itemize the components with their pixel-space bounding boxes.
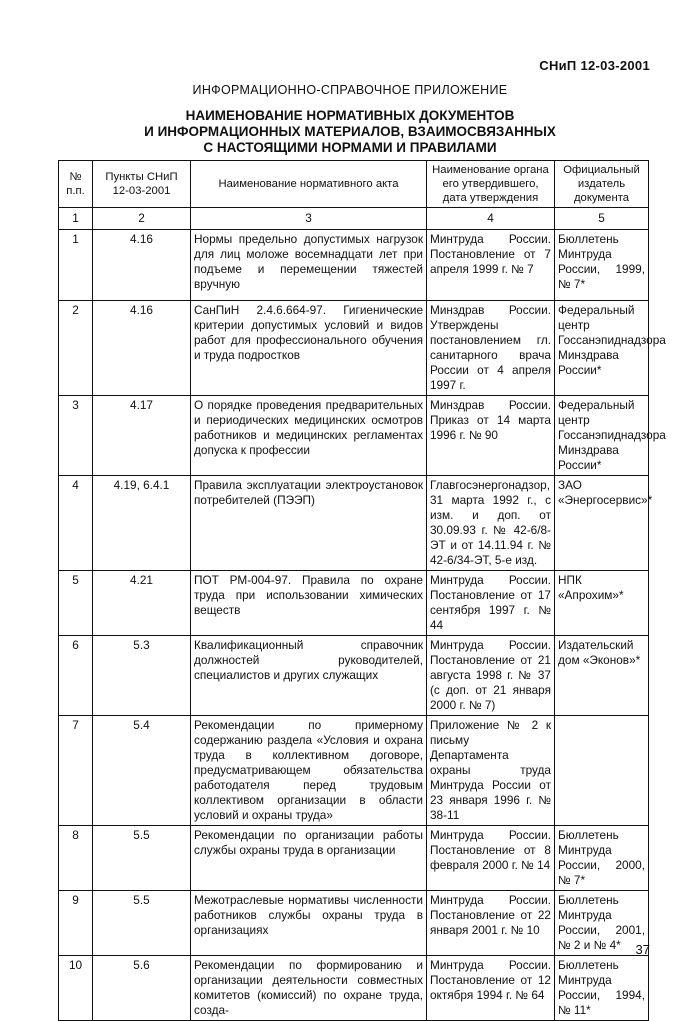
act-name: Квалификационный справочник должностей руководителей, специалистов и других служащих [191, 636, 427, 716]
row-number: 2 [59, 301, 93, 396]
column-header-authority: Наименование органа его утвердившего, дата утверждения [427, 161, 555, 208]
table-row [59, 230, 649, 301]
official-publisher: Бюллетень Минтруда России, 1999, № 7* [555, 230, 649, 301]
approving-authority: Минтруда России. Постановление от 8 февраля 2000 г. № 14 [427, 826, 555, 891]
column-header-act-name: Наименование нормативного акта [191, 161, 427, 208]
column-header-publisher: Официальный издатель документа [555, 161, 649, 208]
act-name: СанПиН 2.4.6.664-97. Гигиенические критерии допустимых условий и видов работ для профессионального обучения и труда подростков [191, 301, 427, 396]
document-code: СНиП 12-03-2001 [539, 58, 650, 73]
row-number: 6 [59, 636, 93, 716]
official-publisher: Бюллетень Минтруда России, 1994, № 11* [555, 956, 649, 1021]
approving-authority: Приложение № 2 к письму Департамента охраны труда Минтруда России от 23 января 1996 г. № 38-11 [427, 716, 555, 826]
title-line: С НАСТОЯЩИМИ НОРМАМИ И ПРАВИЛАМИ [203, 140, 497, 155]
snip-clauses: 5.3 [93, 636, 191, 716]
approving-authority: Минздрав России. Приказ от 14 марта 1996 г. № 90 [427, 396, 555, 476]
document-title [0, 108, 700, 156]
table-row [59, 301, 649, 396]
approving-authority: Минтруда России. Постановление от 21 августа 1998 г. № 37 (с доп. от 21 января 2000 г. № 7) [427, 636, 555, 716]
column-header-number: № п.п. [59, 161, 93, 208]
official-publisher: Издательский дом «Эконов»* [555, 636, 649, 716]
column-numbers-row [59, 208, 649, 230]
column-header-clauses: Пункты СНиП 12-03-2001 [93, 161, 191, 208]
title-line: НАИМЕНОВАНИЕ НОРМАТИВНЫХ ДОКУМЕНТОВ [185, 108, 515, 123]
official-publisher: ЗАО «Энергосервис»* [555, 476, 649, 571]
row-number: 7 [59, 716, 93, 826]
column-number: 3 [191, 208, 427, 230]
act-name: О порядке проведения предварительных и периодических медицинских осмотров работников и медицинских регламентах допуска к профессии [191, 396, 427, 476]
official-publisher: Федеральный центр Госсанэпиднадзора Минздрава России* [555, 396, 649, 476]
act-name: Нормы предельно допустимых нагрузок для лиц моложе восемнадцати лет при подъеме и перемещении тяжестей вручную [191, 230, 427, 301]
column-number: 1 [59, 208, 93, 230]
snip-clauses: 5.4 [93, 716, 191, 826]
approving-authority: Минтруда России. Постановление от 7 апреля 1999 г. № 7 [427, 230, 555, 301]
row-number: 3 [59, 396, 93, 476]
act-name: Межотраслевые нормативы численности работников службы охраны труда в организациях [191, 891, 427, 956]
official-publisher [555, 716, 649, 826]
table-body [59, 230, 666, 1021]
official-publisher: НПК «Апрохим»* [555, 571, 649, 636]
snip-clauses: 5.5 [93, 891, 191, 956]
table-header-row [59, 161, 649, 208]
act-name: Правила эксплуатации электроустановок потребителей (ПЭЭП) [191, 476, 427, 571]
table-row [59, 716, 649, 826]
act-name: Рекомендации по организации работы службы охраны труда в организации [191, 826, 427, 891]
approving-authority: Минтруда России. Постановление от 12 октября 1994 г. № 64 [427, 956, 555, 1021]
snip-clauses: 4.16 [93, 301, 191, 396]
table-row [59, 826, 649, 891]
table-row [59, 956, 649, 1021]
row-number: 10 [59, 956, 93, 1021]
act-name: Рекомендации по примерному содержанию раздела «Условия и охрана труда в коллективном договоре, предусматривающем обязательства работодателя перед трудовым коллективом организации в области условий и охраны труда» [191, 716, 427, 826]
official-publisher: Бюллетень Минтруда России, 2000, № 7* [555, 826, 649, 891]
approving-authority: Минздрав России. Утверждены постановлением гл. санитарного врача России от 4 апреля 1997 г. [427, 301, 555, 396]
title-line: И ИНФОРМАЦИОННЫХ МАТЕРИАЛОВ, ВЗАИМОСВЯЗАННЫХ [144, 124, 556, 139]
page-number: 37 [635, 942, 650, 957]
table-row [59, 396, 649, 476]
table-row [59, 476, 649, 571]
snip-clauses: 5.5 [93, 826, 191, 891]
snip-clauses: 4.16 [93, 230, 191, 301]
row-number: 4 [59, 476, 93, 571]
column-number: 4 [427, 208, 555, 230]
documents-table [58, 160, 666, 1021]
snip-clauses: 4.17 [93, 396, 191, 476]
row-number: 8 [59, 826, 93, 891]
table-row [59, 636, 649, 716]
snip-clauses: 4.21 [93, 571, 191, 636]
table-row [59, 891, 649, 956]
row-number: 5 [59, 571, 93, 636]
row-number: 9 [59, 891, 93, 956]
approving-authority: Минтруда России. Постановление от 22 января 2001 г. № 10 [427, 891, 555, 956]
row-number: 1 [59, 230, 93, 301]
snip-clauses: 4.19, 6.4.1 [93, 476, 191, 571]
official-publisher: Федеральный центр Госсанэпиднадзора Минздрава России* [555, 301, 649, 396]
act-name: ПОТ РМ-004-97. Правила по охране труда при использовании химических веществ [191, 571, 427, 636]
column-number: 2 [93, 208, 191, 230]
column-number: 5 [555, 208, 649, 230]
approving-authority: Главгосэнергонадзор, 31 марта 1992 г., с изм. и доп. от 30.09.93 г. № 42-6/8-ЭТ и от 14.11.94 г. № 42-6/34-ЭТ, 5-е изд. [427, 476, 555, 571]
official-publisher: Бюллетень Минтруда России, 2001, № 2 и № 4* [555, 891, 649, 956]
snip-clauses: 5.6 [93, 956, 191, 1021]
table-row [59, 571, 649, 636]
approving-authority: Минтруда России. Постановление от 17 сентября 1997 г. № 44 [427, 571, 555, 636]
appendix-label: ИНФОРМАЦИОННО-СПРАВОЧНОЕ ПРИЛОЖЕНИЕ [192, 83, 508, 97]
act-name: Рекомендации по формированию и организации деятельности совместных комитетов (комиссий) по охране труда, созда- [191, 956, 427, 1021]
